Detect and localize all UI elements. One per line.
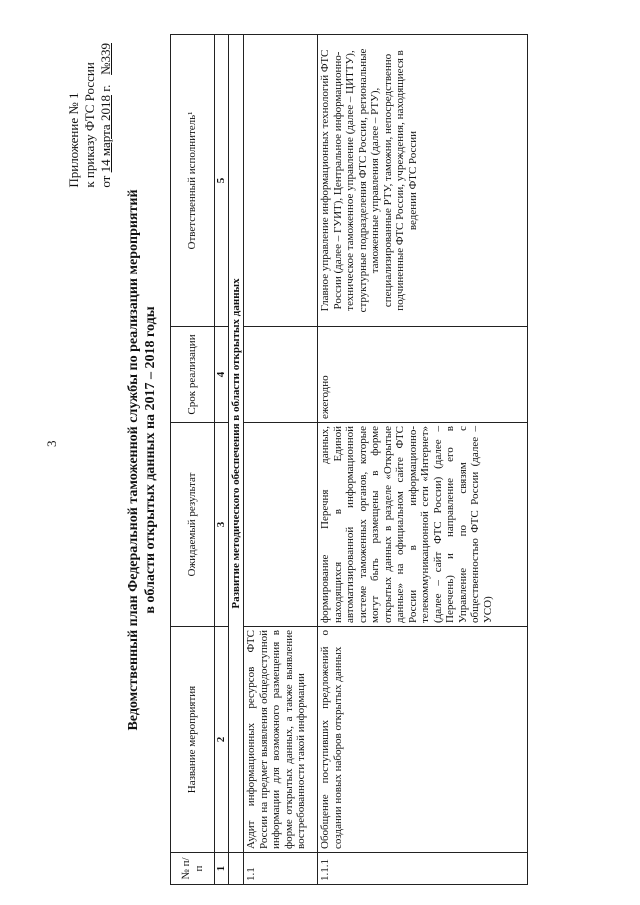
header-row xyxy=(171,35,215,885)
appendix-line-2: к приказу ФТС России xyxy=(82,62,97,188)
appendix-line-1: Приложение № 1 xyxy=(66,92,81,188)
index-cell: 3 xyxy=(215,423,229,627)
date-prefix: от xyxy=(98,175,113,188)
row-term xyxy=(244,327,318,423)
row-responsible xyxy=(244,35,318,327)
document-title xyxy=(125,35,159,885)
row-responsible: Главное управление информационных технологий ФТС России (далее – ГУИТ), Центральное информационно-техническое таможенное управление (далее – ЦИТТУ), структурные подразделения ФТС России, региональные таможенные управления (далее – РТУ), специализированные РТУ, таможни, непосредственно подчиненные ФТС России, учреждения, находящиеся в ведении ФТС России xyxy=(318,35,528,327)
title-line-1: Ведомственный план Федеральной таможенной службы по реализации мероприятий xyxy=(126,189,141,731)
order-number: №339 xyxy=(98,43,113,75)
header-term: Срок реализации xyxy=(171,327,215,423)
index-cell: 1 xyxy=(215,853,229,885)
date-value: 14 марта 2018 xyxy=(98,95,113,173)
section-row xyxy=(228,35,244,885)
plan-table xyxy=(170,34,528,885)
index-cell: 2 xyxy=(215,627,229,853)
row-result: формирование Перечня данных, находящихся в Единой автоматизированной информационной системе таможенных органов, которые могут быть размещены в форме открытых данных в разделе «Открытые данные» на официальном сайте ФТС России в информационно-телекоммуникационной сети «Интернет» (далее – сайт ФТС России) (далее – Перечень) и направление его в Управление по связям с общественностью ФТС России (далее – УСО) xyxy=(318,423,528,627)
row-result xyxy=(244,423,318,627)
appendix-date xyxy=(98,43,114,188)
index-cell: 4 xyxy=(215,327,229,423)
table-row xyxy=(244,35,318,885)
row-num: 1.1.1 xyxy=(318,853,528,885)
row-term: ежегодно xyxy=(318,327,528,423)
row-num: 1.1 xyxy=(244,853,318,885)
header-responsible: Ответственный исполнитель¹ xyxy=(171,35,215,327)
row-name: Аудит информационных ресурсов ФТС России на предмет выявления общедоступной информации для возможного размещения в форме открытых данных, а также выявление востребованности такой информации xyxy=(244,627,318,853)
header-result: Ожидаемый результат xyxy=(171,423,215,627)
appendix-block xyxy=(66,43,114,188)
title-line-2: в области открытых данных на 2017 – 2018 годы xyxy=(143,306,158,614)
row-name: Обобщение поступивших предложений о создании новых наборов открытых данных xyxy=(318,627,528,853)
header-name: Название мероприятия xyxy=(171,627,215,853)
section-title: Развитие методического обеспечения в области открытых данных xyxy=(228,35,244,853)
section-num-cell xyxy=(228,853,244,885)
rotated-page xyxy=(66,35,632,885)
index-row xyxy=(215,35,229,885)
header-num: № п/п xyxy=(171,853,215,885)
table-row xyxy=(318,35,528,885)
index-cell: 5 xyxy=(215,35,229,327)
page-number: 3 xyxy=(44,440,59,447)
date-suffix: г. xyxy=(98,84,113,92)
